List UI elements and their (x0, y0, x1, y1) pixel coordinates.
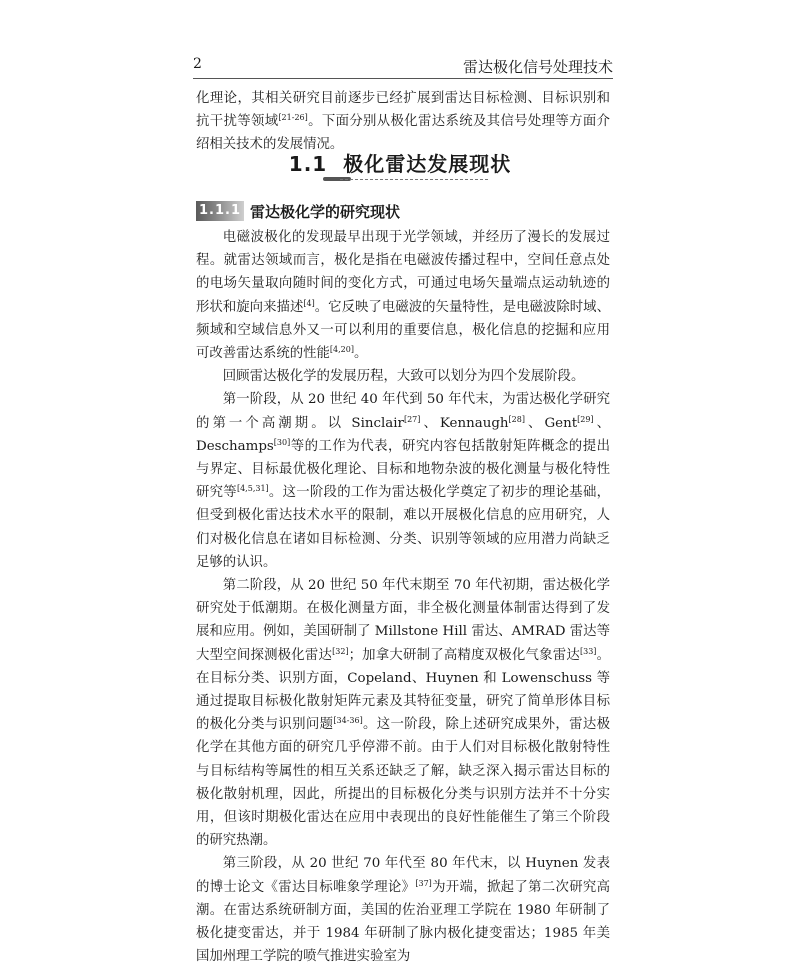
paragraph: 电磁波极化的发现最早出现于光学领域，并经历了漫长的发展过程。就雷达领域而言，极化是指在电磁波传播过程中，空间任意点处的电场矢量取向随时间的变化方式，可通过电场矢量端点运动轨迹的形状和旋向来描述[4]。它反映了电磁波的矢量特性，是电磁波除时域、频域和空域信息外又一可以利用的重要信息，极化信息的挖掘和应用可改善雷达系统的性能[4,20]。 (196, 230, 610, 362)
section-rule (340, 179, 488, 180)
main-text (196, 226, 610, 969)
section-heading (0, 148, 800, 177)
citation: [27] (403, 414, 421, 424)
citation: [4,20] (329, 345, 354, 355)
citation: [29] (577, 414, 594, 424)
citation: [34-36] (333, 716, 363, 726)
paragraph: 化理论，其相关研究目前逐步已经扩展到雷达目标检测、目标识别和抗干扰等领域[21-26]。下面分别从极化雷达系统及其信号处理等方面介绍相关技术的发展情况。 (196, 91, 611, 153)
section-title: 极化雷达发展现状 (343, 152, 512, 176)
citation: [28] (508, 414, 525, 424)
paragraph: 第三阶段，从 20 世纪 70 年代至 80 年代末，以 Huynen 发表的博士论文《雷达目标唯象学理论》[37]为开端，掀起了第二次研究高潮。在雷达系统研制方面，美国的佐治亚理工学院在 1980 年研制了极化捷变雷达，并于 1984 年研制了脉内极化捷变雷达；1985 年美国加州理工学院的喷气推进实验室为 (196, 856, 611, 965)
subsection-number: 1.1.1 (196, 201, 244, 221)
paragraph: 回顾雷达极化学的发展历程，大致可以划分为四个发展阶段。 (222, 369, 585, 385)
intro-text (196, 87, 610, 157)
section-number: 1.1 (288, 152, 328, 176)
citation: [4] (303, 298, 315, 308)
page-number: 2 (193, 56, 202, 72)
paragraph: 第二阶段，从 20 世纪 50 年代末期至 70 年代初期，雷达极化学研究处于低潮期。在极化测量方面，非全极化测量体制雷达得到了发展和应用。例如，美国研制了 Millstone Hill 雷达、AMRAD 雷达等大型空间探测极化雷达[32]；加拿大研制了高精度双极化气象雷达[33]。在目标分类、识别方面，Copeland、Huynen 和 Lowenschuss 等通过提取目标极化散射矩阵元素及其特征变量，研究了简单形体目标的极化分类与识别问题[34-36]。这一阶段，除上述研究成果外，雷达极化学在其他方面的研究几乎停滞不前。由于人们对目标极化散射特性与目标结构等属性的相互关系还缺乏了解，缺乏深入揭示雷达目标的极化散射机理，因此，所提出的目标极化分类与识别方法并不十分实用，但该时期极化雷达在应用中表现出的良好性能催生了第三个阶段的研究热潮。 (196, 578, 611, 849)
citation: [37] (415, 878, 432, 888)
subsection-title: 雷达极化学的研究现状 (250, 202, 401, 221)
subsection-heading (196, 201, 400, 221)
citation: [21-26] (278, 113, 308, 123)
running-title: 雷达极化信号处理技术 (462, 58, 613, 76)
citation: [33] (579, 646, 597, 656)
page-header (193, 54, 613, 79)
citation: [32] (332, 646, 349, 656)
paragraph: 第一阶段，从 20 世纪 40 年代到 50 年代末，为雷达极化学研究的第一个高潮期。以 Sinclair[27]、Kennaugh[28]、Gent[29]、Deschamps[30]等的工作为代表，研究内容包括散射矩阵概念的提出与界定、目标最优极化理论、目标和地物杂波的极化测量与极化特性研究等[4,5,31]。这一阶段的工作为雷达极化学奠定了初步的理论基础，但受到极化雷达技术水平的限制，难以开展极化信息的应用研究，人们对极化信息在诸如目标检测、分类、识别等领域的应用潜力尚缺乏足够的认识。 (196, 392, 611, 570)
citation: [30] (273, 437, 291, 447)
citation: [4,5,31] (236, 484, 269, 494)
